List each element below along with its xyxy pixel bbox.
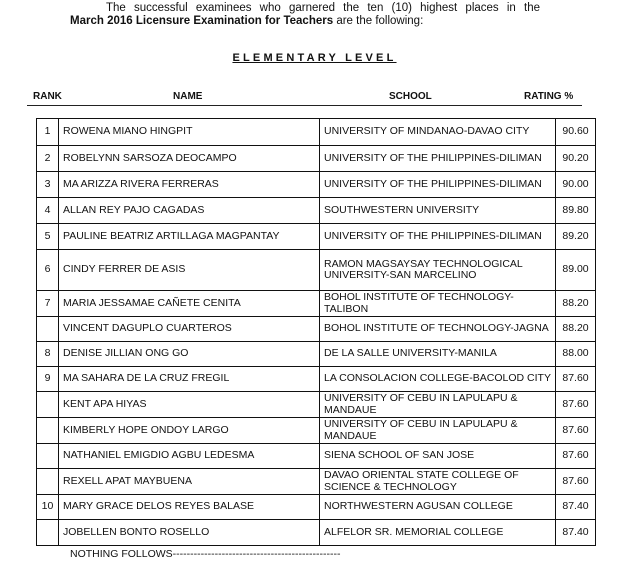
table-row (37, 392, 596, 418)
rank-cell: 8 (37, 342, 59, 367)
school-cell: SIENA SCHOOL OF SAN JOSE (320, 444, 556, 469)
school-cell: NORTHWESTERN AGUSAN COLLEGE (320, 495, 556, 520)
name-cell: ROWENA MIANO HINGPIT (59, 119, 320, 146)
rank-cell: 9 (37, 367, 59, 392)
rank-cell (37, 392, 59, 418)
rank-cell: 7 (37, 291, 59, 317)
rank-cell (37, 317, 59, 342)
table-row (37, 172, 596, 198)
table-row (37, 418, 596, 444)
rank-cell: 10 (37, 495, 59, 520)
school-cell: ALFELOR SR. MEMORIAL COLLEGE (320, 520, 556, 546)
rank-cell: 5 (37, 224, 59, 250)
name-cell: MARIA JESSAMAE CAÑETE CENITA (59, 291, 320, 317)
rating-cell: 87.40 (556, 520, 596, 546)
rating-cell: 87.60 (556, 469, 596, 495)
name-cell: JOBELLEN BONTO ROSELLO (59, 520, 320, 546)
school-cell: UNIVERSITY OF CEBU IN LAPULAPU & MANDAUE (320, 418, 556, 444)
table-row (37, 119, 596, 146)
header-name: NAME (173, 91, 203, 102)
name-cell: REXELL APAT MAYBUENA (59, 469, 320, 495)
school-cell: UNIVERSITY OF THE PHILIPPINES-DILIMAN (320, 172, 556, 198)
level-title (0, 52, 629, 64)
rating-cell: 87.60 (556, 367, 596, 392)
table-row (37, 367, 596, 392)
nothing-follows: NOTHING FOLLOWS------------------------------------------------ (70, 548, 341, 560)
rank-cell: 2 (37, 146, 59, 172)
table-row (37, 520, 596, 546)
name-cell: MARY GRACE DELOS REYES BALASE (59, 495, 320, 520)
exam-name: March 2016 Licensure Examination for Teachers (70, 15, 334, 27)
rating-cell: 87.60 (556, 418, 596, 444)
results-table (36, 118, 596, 546)
name-cell: MA SAHARA DE LA CRUZ FREGIL (59, 367, 320, 392)
intro-line-1: The successful examinees who garnered the ten (10) highest places in the (106, 2, 540, 14)
rank-cell: 6 (37, 250, 59, 291)
rating-cell: 89.00 (556, 250, 596, 291)
table-row (37, 444, 596, 469)
rating-cell: 87.60 (556, 392, 596, 418)
table-row (37, 342, 596, 367)
name-cell: CINDY FERRER DE ASIS (59, 250, 320, 291)
school-cell: UNIVERSITY OF CEBU IN LAPULAPU & MANDAUE (320, 392, 556, 418)
table-row (37, 146, 596, 172)
table-row (37, 291, 596, 317)
level-title-text: ELEMENTARY LEVEL (232, 52, 397, 64)
school-cell: LA CONSOLACION COLLEGE-BACOLOD CITY (320, 367, 556, 392)
intro-line-2 (70, 15, 540, 28)
name-cell: KENT APA HIYAS (59, 392, 320, 418)
school-cell: BOHOL INSTITUTE OF TECHNOLOGY-TALIBON (320, 291, 556, 317)
header-rank: RANK (33, 91, 62, 102)
rank-cell (37, 444, 59, 469)
rank-cell (37, 418, 59, 444)
school-cell: UNIVERSITY OF THE PHILIPPINES-DILIMAN (320, 146, 556, 172)
rating-cell: 89.80 (556, 198, 596, 224)
school-cell: UNIVERSITY OF THE PHILIPPINES-DILIMAN (320, 224, 556, 250)
name-cell: DENISE JILLIAN ONG GO (59, 342, 320, 367)
table-row (37, 317, 596, 342)
school-cell: SOUTHWESTERN UNIVERSITY (320, 198, 556, 224)
rank-cell: 1 (37, 119, 59, 146)
name-cell: KIMBERLY HOPE ONDOY LARGO (59, 418, 320, 444)
header-rating: RATING % (524, 91, 574, 102)
header-school: SCHOOL (389, 91, 432, 102)
rank-cell (37, 520, 59, 546)
intro-paragraph (70, 2, 540, 28)
rating-cell: 90.20 (556, 146, 596, 172)
table-row (37, 224, 596, 250)
name-cell: VINCENT DAGUPLO CUARTEROS (59, 317, 320, 342)
rating-cell: 90.60 (556, 119, 596, 146)
name-cell: MA ARIZZA RIVERA FERRERAS (59, 172, 320, 198)
rating-cell: 87.40 (556, 495, 596, 520)
rank-cell (37, 469, 59, 495)
school-cell: UNIVERSITY OF MINDANAO-DAVAO CITY (320, 119, 556, 146)
rating-cell: 89.20 (556, 224, 596, 250)
school-cell: DAVAO ORIENTAL STATE COLLEGE OF SCIENCE & TECHNOLOGY (320, 469, 556, 495)
rating-cell: 90.00 (556, 172, 596, 198)
rating-cell: 88.20 (556, 317, 596, 342)
name-cell: ROBELYNN SARSOZA DEOCAMPO (59, 146, 320, 172)
name-cell: ALLAN REY PAJO CAGADAS (59, 198, 320, 224)
name-cell: PAULINE BEATRIZ ARTILLAGA MAGPANTAY (59, 224, 320, 250)
name-cell: NATHANIEL EMIGDIO AGBU LEDESMA (59, 444, 320, 469)
table-row (37, 250, 596, 291)
table-row (37, 198, 596, 224)
rating-cell: 88.20 (556, 291, 596, 317)
rank-cell: 3 (37, 172, 59, 198)
rank-cell: 4 (37, 198, 59, 224)
table-row (37, 495, 596, 520)
rating-cell: 87.60 (556, 444, 596, 469)
school-cell: BOHOL INSTITUTE OF TECHNOLOGY-JAGNA (320, 317, 556, 342)
table-row (37, 469, 596, 495)
school-cell: RAMON MAGSAYSAY TECHNOLOGICAL UNIVERSITY-SAN MARCELINO (320, 250, 556, 291)
school-cell: DE LA SALLE UNIVERSITY-MANILA (320, 342, 556, 367)
rating-cell: 88.00 (556, 342, 596, 367)
header-divider (27, 105, 582, 106)
intro-line-2-rest: are the following: (333, 15, 424, 27)
